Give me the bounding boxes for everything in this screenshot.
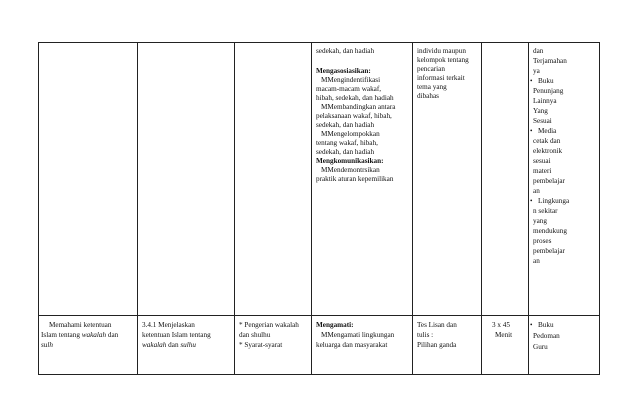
source-text: proses [533,237,552,245]
source-text: Lingkunga [538,197,570,205]
indicator-term: wakalah [142,341,167,349]
assessment-text: individu maupun [417,47,466,55]
row-border [38,374,600,375]
activity-text: macam-macam wakaf, [316,85,382,93]
activity-text: praktik aturan kepemilikan [316,175,394,183]
indicator-text [142,341,196,351]
source-text: an [533,187,540,195]
competency-text [41,331,118,341]
source-text: sesuai [533,157,551,165]
competency-term: sulh [41,341,53,349]
indicator-term: sulhu [180,341,196,349]
source-text: dan [533,47,544,55]
activity-heading: Mengkomunikasikan: [316,157,384,165]
bullet-icon: • [530,321,533,329]
activity-text: pelaksanaan wakaf, hibah, [316,112,392,120]
column-border [481,42,482,375]
row-border [38,42,600,43]
bullet-icon: • [530,77,533,85]
indicator-text: ketentuan Islam tentang [142,331,211,339]
competency-text: Memahami ketentuan [49,321,112,329]
activity-heading: Mengasosiasikan: [316,67,371,75]
activity-text: MMengindentifikasi [321,76,381,84]
activity-text: keluarga dan masyarakat [316,341,388,349]
source-text: Penunjang [533,87,564,95]
assessment-text: kelompok tentang [417,56,469,64]
material-text: * Syarat-syarat [239,341,283,349]
lesson-plan-table [38,42,600,375]
activity-text: hibah, sedekah, dan hadiah [316,94,394,102]
activity-text: MMengamati lingkungan [321,331,395,339]
indicator-text: 3.4.1 Menjelaskan [142,321,195,329]
activity-text: sedekah, dan hadiah [316,148,375,156]
bullet-icon: • [530,127,533,135]
activity-text: MMengelompokkan [321,130,380,138]
assessment-text: dibahas [417,92,439,100]
source-text: Buku [538,77,554,85]
material-text: * Pengerian wakalah [239,321,299,329]
column-border [528,42,529,375]
assessment-text: Tes Lisan dan [417,321,457,329]
source-text: cetak dan [533,137,561,145]
source-text: n sekitar [533,207,558,215]
time-allocation: 3 x 45 [492,321,510,329]
competency-text-part: dan [106,331,119,339]
source-text: Yang [533,107,548,115]
source-text: materi [533,167,552,175]
source-text: elektronik [533,147,563,155]
source-text: Sesuai [533,117,552,125]
column-border [234,42,235,375]
source-text: mendukung [533,227,567,235]
source-text: pembelajar [533,177,565,185]
indicator-text-part: dan [166,341,181,349]
source-text: yang [533,217,547,225]
activity-text: sedekah, dan hadiah [316,121,375,129]
bullet-icon: • [530,197,533,205]
source-text: Buku [538,321,554,329]
activity-text: sedekah, dan hadiah [316,47,375,55]
competency-text-part: Islam tentang [41,331,82,339]
source-text: Media [538,127,557,135]
material-text: dan shulhu [239,331,271,339]
activity-text: tentang wakaf, hibah, [316,139,378,147]
source-text: an [533,257,540,265]
column-border [412,42,413,375]
source-text: Pedoman [533,332,560,340]
source-text: Terjamahan [533,57,567,65]
assessment-text: tema yang [417,83,447,91]
column-border [599,42,600,375]
column-border [311,42,312,375]
activity-text: MMembandingkan antara [321,103,396,111]
source-text: ya [533,67,540,75]
assessment-text: tulis : [417,331,434,339]
activity-heading: Mengamati: [316,321,354,329]
source-text: Lainnya [533,97,557,105]
row-border [38,315,600,316]
source-text: pembelajar [533,247,565,255]
source-text: Guru [533,343,548,351]
assessment-text: informasi terkait [417,74,465,82]
activity-text: MMendemontrsikan [321,166,380,174]
time-allocation: Menit [495,331,513,339]
column-border [38,42,39,375]
column-border [137,42,138,375]
assessment-text: Pilihan ganda [417,341,457,349]
assessment-text: pencarian [417,65,445,73]
competency-term: wakalah [81,331,107,339]
